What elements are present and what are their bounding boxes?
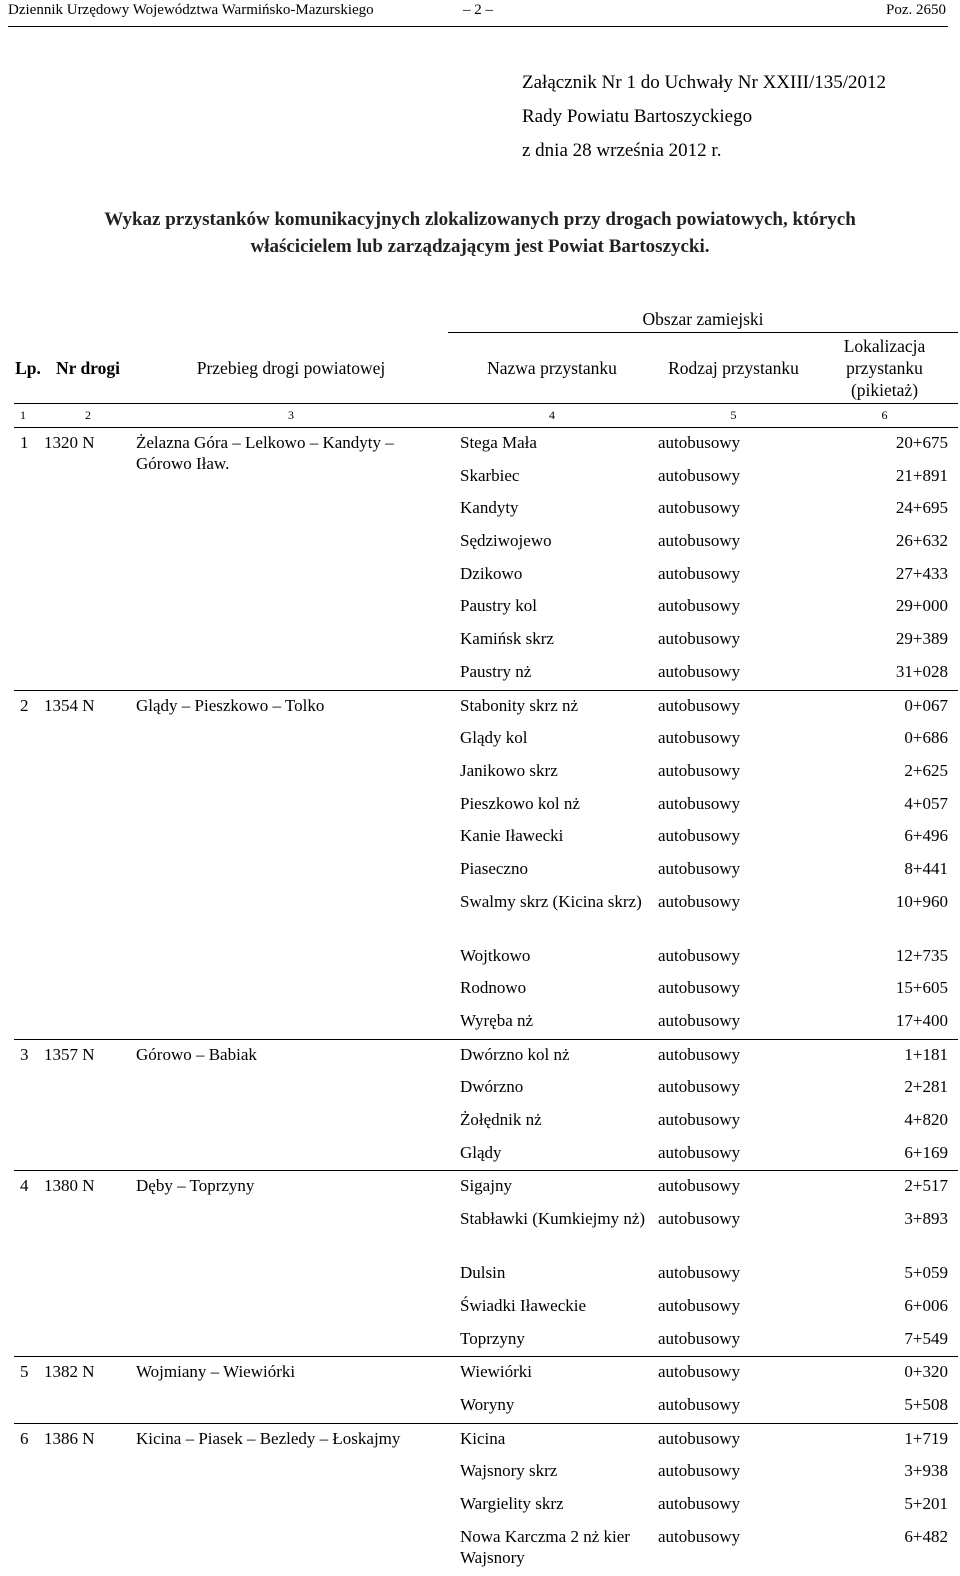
page-header bbox=[8, 0, 948, 27]
table-row bbox=[14, 428, 958, 461]
stop-location: 7+549 bbox=[904, 1328, 949, 1348]
road-route: Dęby – Toprzyny bbox=[134, 1171, 448, 1357]
stop-location: 5+201 bbox=[904, 1493, 949, 1513]
stop-kind: autobusowy bbox=[658, 629, 741, 649]
column-number: 3 bbox=[134, 404, 448, 428]
position-number: Poz. 2650 bbox=[886, 2, 946, 18]
stop-kind: autobusowy bbox=[656, 1039, 811, 1072]
title-line: Wykaz przystanków komunikacyjnych zlokalizowanych przy drogach powiatowych, których bbox=[104, 209, 856, 230]
road-group bbox=[14, 1423, 958, 1576]
road-number: 1382 N bbox=[42, 1357, 134, 1423]
road-lp: 1 bbox=[14, 428, 42, 691]
road-route: Glądy – Pieszkowo – Tolko bbox=[134, 690, 448, 1039]
stop-name: Wiewiórki bbox=[448, 1357, 656, 1390]
stop-name: Stega Mała bbox=[448, 428, 656, 461]
stop-kind: autobusowy bbox=[658, 661, 741, 681]
stop-name: Wyręba nż bbox=[460, 1011, 534, 1030]
stop-name: Dulsin bbox=[460, 1263, 506, 1283]
stop-kind: autobusowy bbox=[658, 978, 741, 998]
stop-location: 12+735 bbox=[895, 945, 949, 965]
stop-kind: autobusowy bbox=[658, 465, 741, 485]
page-number: – 2 – bbox=[463, 2, 493, 18]
stop-name: Dwórzno bbox=[460, 1077, 524, 1097]
road-group bbox=[14, 690, 958, 1039]
stop-name: Nowa Karczma 2 nż kier Wajsnory bbox=[460, 1526, 630, 1567]
stop-kind: autobusowy bbox=[658, 1328, 741, 1348]
stop-location: 10+960 bbox=[895, 891, 949, 911]
column-number: 4 bbox=[448, 404, 656, 428]
stop-kind: autobusowy bbox=[658, 1295, 741, 1315]
stop-location: 2+281 bbox=[904, 1077, 949, 1097]
stop-name: Paustry kol bbox=[460, 596, 537, 616]
stop-location: 6+482 bbox=[904, 1526, 949, 1546]
road-number: 1380 N bbox=[42, 1171, 134, 1357]
annex-line: Rady Powiatu Bartoszyckiego bbox=[522, 106, 753, 127]
annex-block bbox=[522, 66, 886, 168]
road-group bbox=[14, 1171, 958, 1357]
stop-location: 5+508 bbox=[904, 1394, 949, 1414]
annex-line: z dnia 28 września 2012 r. bbox=[522, 140, 722, 161]
stop-name: Świadki Iławeckie bbox=[460, 1295, 587, 1315]
stop-kind: autobusowy bbox=[658, 1011, 741, 1030]
stop-location: 1+181 bbox=[811, 1039, 958, 1072]
column-header-lp: Lp. bbox=[15, 357, 41, 378]
stop-location: 15+605 bbox=[895, 978, 949, 998]
stop-kind: autobusowy bbox=[656, 428, 811, 461]
road-lp: 3 bbox=[14, 1039, 42, 1171]
table-row bbox=[14, 1357, 958, 1390]
stop-kind: autobusowy bbox=[658, 1526, 741, 1546]
stop-location: 2+517 bbox=[811, 1171, 958, 1204]
stop-name: Dwórzno kol nż bbox=[448, 1039, 656, 1072]
table-row bbox=[14, 690, 958, 723]
stop-kind: autobusowy bbox=[656, 1171, 811, 1204]
journal-name: Dziennik Urzędowy Województwa Warmińsko-Mazurskiego bbox=[8, 2, 374, 18]
stop-name: Pieszkowo kol nż bbox=[460, 793, 580, 813]
stop-location: 24+695 bbox=[895, 498, 949, 518]
stop-location: 29+000 bbox=[895, 596, 949, 616]
zone-label: Obszar zamiejski bbox=[448, 306, 958, 333]
column-number: 6 bbox=[811, 404, 958, 428]
stop-name: Toprzyny bbox=[460, 1328, 525, 1348]
road-number: 1320 N bbox=[42, 428, 134, 691]
stop-location: 8+441 bbox=[904, 858, 949, 878]
stop-name: Wajsnory skrz bbox=[460, 1461, 558, 1481]
road-number: 1357 N bbox=[42, 1039, 134, 1171]
stop-location: 0+067 bbox=[811, 690, 958, 723]
annex-line: Załącznik Nr 1 do Uchwały Nr XXIII/135/2012 bbox=[522, 72, 887, 93]
stop-name: Kamińsk skrz bbox=[460, 629, 554, 649]
stop-kind: autobusowy bbox=[658, 596, 741, 616]
column-numbers-row bbox=[14, 404, 958, 428]
stop-location: 20+675 bbox=[811, 428, 958, 461]
stop-name: Wojtkowo bbox=[460, 945, 531, 965]
column-header-location: Lokalizacja przystanku (pikietaż) bbox=[843, 336, 926, 400]
stop-kind: autobusowy bbox=[656, 1423, 811, 1456]
stop-name: Glądy bbox=[460, 1142, 502, 1162]
column-header-road-number: Nr drogi bbox=[55, 357, 120, 378]
road-route: Wojmiany – Wiewiórki bbox=[134, 1357, 448, 1423]
column-header-stop-name: Nazwa przystanku bbox=[487, 358, 617, 378]
stop-kind: autobusowy bbox=[658, 1394, 741, 1414]
stop-kind: autobusowy bbox=[658, 1142, 741, 1162]
road-number: 1386 N bbox=[42, 1423, 134, 1576]
document-title bbox=[0, 206, 960, 260]
stop-kind: autobusowy bbox=[658, 563, 741, 583]
stop-kind: autobusowy bbox=[658, 858, 741, 878]
stop-name: Piaseczno bbox=[460, 858, 528, 878]
road-group bbox=[14, 1039, 958, 1171]
title-line: właścicielem lub zarządzającym jest Powiat Bartoszycki. bbox=[250, 236, 710, 257]
column-header-route: Przebieg drogi powiatowej bbox=[196, 357, 386, 378]
road-lp: 5 bbox=[14, 1357, 42, 1423]
stop-location: 17+400 bbox=[895, 1011, 949, 1030]
road-lp: 2 bbox=[14, 690, 42, 1039]
road-number: 1354 N bbox=[42, 690, 134, 1039]
stop-location: 5+059 bbox=[904, 1263, 949, 1283]
stop-name: Sigajny bbox=[448, 1171, 656, 1204]
road-lp: 4 bbox=[14, 1171, 42, 1357]
stop-kind: autobusowy bbox=[656, 1357, 811, 1390]
stop-name: Rodnowo bbox=[460, 978, 527, 998]
table-row bbox=[14, 1039, 958, 1072]
stop-name: Swalmy skrz (Kicina skrz) bbox=[460, 891, 642, 911]
stop-kind: autobusowy bbox=[658, 793, 741, 813]
column-header-stop-kind: Rodzaj przystanku bbox=[668, 358, 799, 378]
stop-location: 3+893 bbox=[904, 1209, 949, 1229]
column-number: 2 bbox=[42, 404, 134, 428]
stop-name: Stabonity skrz nż bbox=[448, 690, 656, 723]
stop-kind: autobusowy bbox=[658, 826, 741, 846]
stop-location: 3+938 bbox=[904, 1461, 949, 1481]
stop-name: Janikowo skrz bbox=[460, 760, 558, 780]
stop-location: 26+632 bbox=[895, 531, 949, 551]
stop-name: Wargielity skrz bbox=[460, 1493, 564, 1513]
table-row bbox=[14, 1171, 958, 1204]
stop-location: 4+820 bbox=[904, 1110, 949, 1130]
stop-kind: autobusowy bbox=[658, 498, 741, 518]
stop-name: Kicina bbox=[448, 1423, 656, 1456]
stop-location: 6+496 bbox=[904, 826, 949, 846]
road-group bbox=[14, 428, 958, 691]
stop-kind: autobusowy bbox=[658, 760, 741, 780]
stop-kind: autobusowy bbox=[658, 1209, 741, 1229]
stop-location: 27+433 bbox=[895, 563, 949, 583]
stop-name: Kandyty bbox=[460, 498, 519, 518]
road-route: Kicina – Piasek – Bezledy – Łoskajmy bbox=[134, 1423, 448, 1576]
road-route: Żelazna Góra – Lelkowo – Kandyty – Górowo Iław. bbox=[134, 428, 448, 691]
stop-kind: autobusowy bbox=[658, 1263, 741, 1283]
stop-location: 4+057 bbox=[904, 793, 949, 813]
stop-kind: autobusowy bbox=[658, 1110, 741, 1130]
stop-name: Dzikowo bbox=[460, 563, 523, 583]
stop-name: Sędziwojewo bbox=[460, 531, 552, 551]
stop-name: Skarbiec bbox=[460, 465, 520, 485]
road-lp: 6 bbox=[14, 1423, 42, 1576]
road-route: Górowo – Babiak bbox=[134, 1039, 448, 1171]
stop-name: Kanie Iławecki bbox=[460, 826, 564, 846]
stop-name: Paustry nż bbox=[460, 661, 532, 681]
stop-location: 2+625 bbox=[904, 760, 949, 780]
stop-kind: autobusowy bbox=[658, 1493, 741, 1513]
stop-kind: autobusowy bbox=[658, 891, 741, 911]
stop-name: Stabławki (Kumkiejmy nż) bbox=[460, 1209, 646, 1229]
bus-stops-table bbox=[14, 306, 958, 1576]
column-number: 5 bbox=[656, 404, 811, 428]
stop-kind: autobusowy bbox=[658, 1077, 741, 1097]
stop-name: Glądy kol bbox=[460, 728, 528, 748]
stop-kind: autobusowy bbox=[658, 531, 741, 551]
stop-kind: autobusowy bbox=[658, 728, 741, 748]
stop-kind: autobusowy bbox=[658, 945, 741, 965]
road-group bbox=[14, 1357, 958, 1423]
stop-location: 6+169 bbox=[904, 1142, 949, 1162]
stop-location: 0+686 bbox=[904, 728, 949, 748]
stop-location: 0+320 bbox=[811, 1357, 958, 1390]
stop-location: 21+891 bbox=[895, 465, 949, 485]
stop-kind: autobusowy bbox=[658, 1461, 741, 1481]
stop-location: 1+719 bbox=[811, 1423, 958, 1456]
stop-location: 6+006 bbox=[904, 1295, 949, 1315]
stop-location: 31+028 bbox=[895, 661, 949, 681]
stop-location: 29+389 bbox=[895, 629, 949, 649]
table-header bbox=[14, 306, 958, 428]
column-number: 1 bbox=[14, 404, 42, 428]
stop-name: Żołędnik nż bbox=[460, 1110, 542, 1130]
stop-name: Woryny bbox=[460, 1394, 515, 1414]
stop-kind: autobusowy bbox=[656, 690, 811, 723]
